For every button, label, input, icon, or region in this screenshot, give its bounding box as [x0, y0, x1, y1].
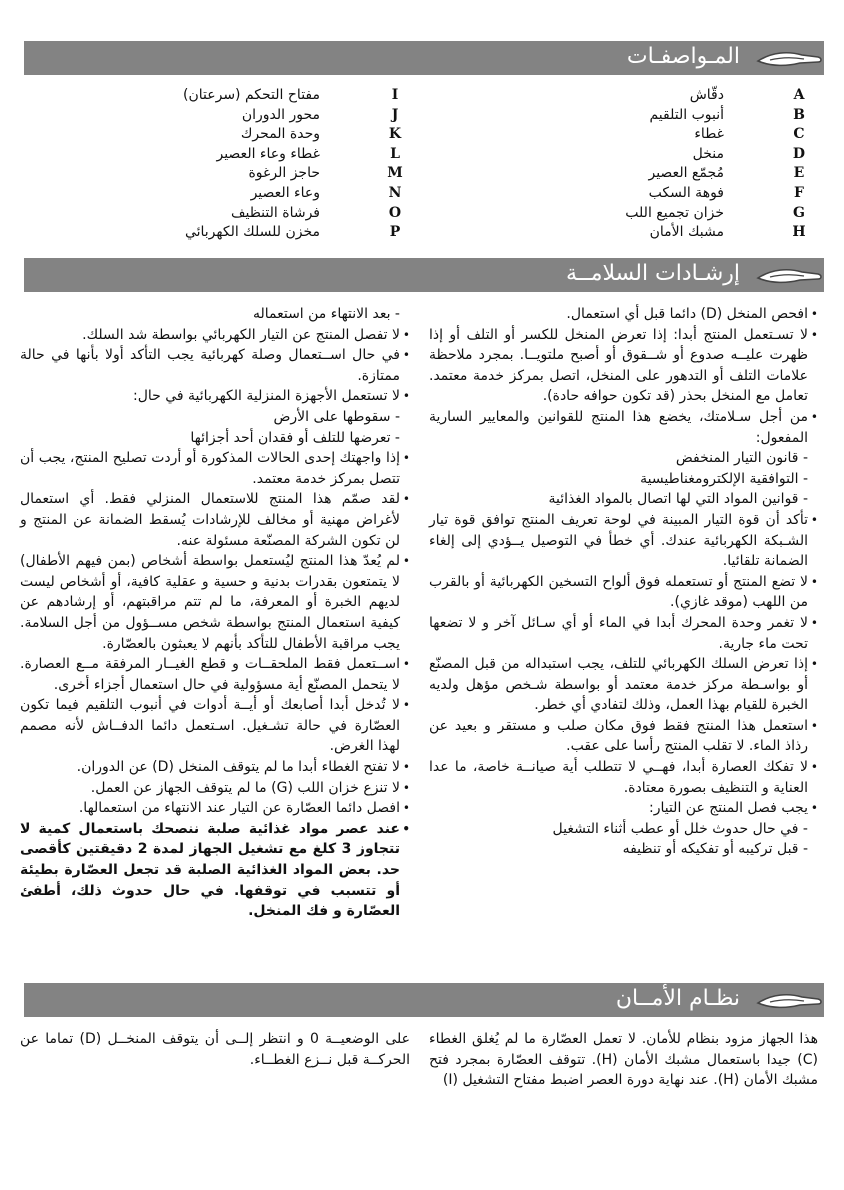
spec-name: محور الدوران	[241, 106, 320, 123]
spec-name: مُجمّع العصير	[648, 165, 724, 182]
safety-bullet: • إذا واجهتك إحدى الحالات المذكورة أو أردت تصليح المنتج، يجب أن تتصل بمركز خدمة معتمد.	[20, 448, 410, 489]
spec-item	[454, 145, 814, 165]
spec-name: خزان تجميع اللب	[625, 204, 724, 221]
spec-letter: M	[387, 165, 403, 182]
safety-bullet: • لا تفتح الغطاء أبدا ما لم يتوقف المنخل (D) عن الدوران.	[20, 757, 410, 778]
spec-name: غطاء وعاء العصير	[216, 145, 320, 162]
spec-item	[454, 184, 814, 204]
spec-item	[50, 125, 410, 145]
spec-letter: A	[793, 87, 805, 103]
spec-name: وعاء العصير	[250, 184, 320, 201]
hand-arrow-icon	[752, 264, 824, 288]
safety-bullet: • في حال اســتعمال وصلة كهربائية يجب التأكد أولا بأنها في حالة ممتازة.	[20, 345, 410, 386]
spec-letter: P	[389, 224, 401, 241]
spec-name: فوهة السكب	[648, 184, 724, 201]
spec-item	[50, 86, 410, 106]
section-title-safety: إرشـادات السلامــة	[566, 261, 740, 286]
security-text-left	[20, 1029, 410, 1070]
spec-letter: L	[390, 145, 400, 162]
safety-bullet: • لم يُعدّ هذا المنتج ليُستعمل بواسطة أشخاص (بمن فيهم الأطفال) لا يتمتعون بقدرات بدنية و حسية و عقلية كافية، أو أشخاص ليست لديهم الخبرة أو المعرفة، ما لم تتم مراقبتهم، أو إرشادهم عن كيفية استعمال المنتج بواسطة شخص مســؤول من أجل السلامة. يجب مراقبة الأطفال للتأكد بأنهم لا يعبثون بالعصّارة.	[20, 551, 410, 654]
spec-letter: B	[793, 106, 805, 123]
safety-bullet: • لا تفكك العصارة أبدا، فهــي لا تتطلب أية صيانــة خاصة، ما عدا العناية و التنظيف بصورة معتادة.	[429, 757, 818, 798]
spec-list-right	[454, 86, 814, 243]
safety-bullet: • لا تستعمل الأجهزة المنزلية الكهربائية في حال:	[20, 386, 410, 407]
safety-bullet: • افحص المنخل (D) دائما قبل أي استعمال.	[429, 304, 818, 325]
spec-letter: D	[792, 145, 806, 162]
hand-arrow-icon	[752, 989, 824, 1013]
spec-item	[454, 223, 814, 243]
spec-item	[454, 204, 814, 224]
safety-subitem: - سقوطها على الأرض	[273, 408, 400, 425]
spec-item	[50, 164, 410, 184]
spec-letter: H	[792, 224, 806, 241]
safety-subitem: - في حال حدوث خلل أو عطب أثناء التشغيل	[552, 820, 808, 837]
safety-column-right	[429, 304, 818, 860]
spec-letter: K	[388, 126, 402, 143]
safety-bullet: • افصل دائما العصّارة عن التيار عند الانتهاء من استعمالها.	[20, 798, 410, 819]
safety-bullet: • يجب فصل المنتج عن التيار:	[429, 798, 818, 819]
safety-bullet: • لا تفصل المنتج عن التيار الكهربائي بواسطة شد السلك.	[20, 325, 410, 346]
spec-name: أنبوب التلقيم	[649, 106, 724, 123]
spec-item	[454, 86, 814, 106]
spec-name: مخزن للسلك الكهربائي	[184, 224, 320, 241]
spec-name: غطاء	[694, 126, 724, 143]
security-paragraph-left: على الوضعيــة 0 و انتظر إلــى أن يتوقف المنخــل (D) تماما عن الحركــة قبل نــزع الغطــاء.	[20, 1031, 410, 1068]
spec-letter: J	[391, 106, 399, 123]
section-bar-specs	[24, 41, 824, 75]
safety-subitem: - قوانين المواد التي لها اتصال بالمواد الغذائية	[548, 491, 808, 508]
spec-name: مشبك الأمان	[649, 224, 724, 241]
spec-item	[454, 125, 814, 145]
spec-item	[454, 164, 814, 184]
spec-letter: I	[391, 87, 399, 103]
spec-name: مفتاح التحكم (سرعتان)	[183, 87, 320, 103]
spec-item	[50, 184, 410, 204]
safety-bullet: • لقد صمّم هذا المنتج للاستعمال المنزلي فقط. أي استعمال لأغراض مهنية أو مخالف للإرشادات يُسقط الضمانة عن المنتج و لن تكون الشركة المصنّعة مسئولة عنه.	[20, 489, 410, 551]
safety-subitem: - قانون التيار المنخفض	[675, 450, 808, 467]
spec-letter: F	[794, 184, 804, 201]
spec-item	[50, 204, 410, 224]
safety-bullet: • استعمل هذا المنتج فقط فوق مكان صلب و مستقر و بعيد عن رذاذ الماء. لا تقلب المنتج رأسا على عقب.	[429, 716, 818, 757]
safety-bullet: • لا تُدخل أبدا أصابعك أو أيــة أدوات في أنبوب التلقيم فيما تكون العصّارة في حالة تشـغيل. اسـتعمل دائما الدفــاش لأنه مصمم لهذا الغرض.	[20, 695, 410, 757]
spec-name: حاجز الرغوة	[248, 165, 320, 182]
security-text-right	[429, 1029, 818, 1091]
spec-letter: G	[793, 204, 805, 221]
safety-bullet: • لا تغمر وحدة المحرك أبدا في الماء أو أي سـائل آخر و لا تضعها تحت ماء جارية.	[429, 613, 818, 654]
section-bar-safety	[24, 258, 824, 292]
section-title-security: نظـام الأمــان	[615, 986, 740, 1011]
safety-bullet: • إذا تعرض السلك الكهربائي للتلف، يجب استبداله من قبل المصنّع أو بواسـطة مركز خدمة معتمد أو بواسطة شـخص مؤهل ولديه الخبرة للقيام بهذا العمل، وذلك لتفادي أي خطر.	[429, 654, 818, 716]
spec-item	[50, 145, 410, 165]
safety-subitem: - قبل تركيبه أو تفكيكه أو تنظيفه	[622, 841, 808, 858]
spec-item	[50, 223, 410, 243]
spec-letter: O	[388, 204, 402, 221]
spec-name: وحدة المحرك	[240, 126, 320, 143]
spec-name: منخل	[692, 145, 724, 162]
safety-bullet: • لا تسـتعمل المنتج أبدا: إذا تعرض المنخل للكسر أو التلف أو إذا ظهرت عليــه صدوع أو شــقوق أو أصبح ملتويــا. بمجرد ملاحظة علامات التلف أو التدهور على المنخل، اتصل بمركز خدمة معتمد. تعامل مع المنخل بحذر (قد تكون حوافه حادة).	[429, 325, 818, 407]
spec-letter: C	[793, 126, 805, 143]
spec-item	[50, 106, 410, 126]
safety-bullet: • تأكد أن قوة التيار المبينة في لوحة تعريف المنتج توافق قوة تيار الشـبكة الكهربائية عندك. أي خطأ في التوصيل يــؤدي إلى إلغاء الضمانة تلقائيا.	[429, 510, 818, 572]
section-title-specs: المـواصفـات	[626, 44, 740, 69]
security-paragraph-right: هذا الجهاز مزود بنظام للأمان. لا تعمل العصّارة ما لم يُغلق الغطاء (C) جيدا باستعمال مشبك الأمان (H). تتوقف العصّارة بمجرد فتح مشبك الأمان (H). عند نهاية دورة العصر اضبط مفتاح التشغيل (I)	[429, 1031, 818, 1089]
spec-list-left	[50, 86, 410, 243]
spec-name: دقّاش	[689, 87, 724, 103]
safety-bullet: • من أجل سـلامتك، يخضع هذا المنتج للقوانين والمعايير السارية المفعول:	[429, 407, 818, 448]
safety-bullet: • لا تضع المنتج أو تستعمله فوق ألواح التسخين الكهربائية أو بالقرب من اللهب (موقد غازي).	[429, 572, 818, 613]
section-bar-security	[24, 983, 824, 1017]
hand-arrow-icon	[752, 47, 824, 71]
spec-letter: E	[793, 165, 805, 182]
spec-name: فرشاة التنظيف	[230, 204, 320, 221]
safety-bullet: • لا تنزع خزان اللب (G) ما لم يتوقف الجهاز عن العمل.	[20, 778, 410, 799]
safety-column-left	[20, 304, 410, 922]
safety-bullet: • اســتعمل فقط الملحقــات و قطع الغيــار المرفقة مــع العصارة. لا يتحمل المصنّع أية مسؤولية في حال استعمال أجزاء أخرى.	[20, 654, 410, 695]
spec-letter: N	[388, 184, 402, 201]
safety-subitem: - تعرضها للتلف أو فقدان أحد أجزائها	[190, 429, 400, 446]
safety-subitem: - التوافقية الإلكترومغناطيسية	[640, 470, 808, 487]
spec-item	[454, 106, 814, 126]
safety-subitem: - بعد الانتهاء من استعماله	[252, 306, 400, 322]
safety-warning: • عند عصر مواد غذائية صلبة ننصحك باستعمال كمية لا تتجاوز 3 كلغ مع تشغيل الجهاز لمدة 2 دقيقتين كأقصى حد. بعض المواد الغذائية الصلبة قد تجعل العصّارة بطيئة أو تتسبب في توقفها. في حال حدوث ذلك، أطفئ العصّارة و فك المنخل.	[20, 819, 410, 922]
